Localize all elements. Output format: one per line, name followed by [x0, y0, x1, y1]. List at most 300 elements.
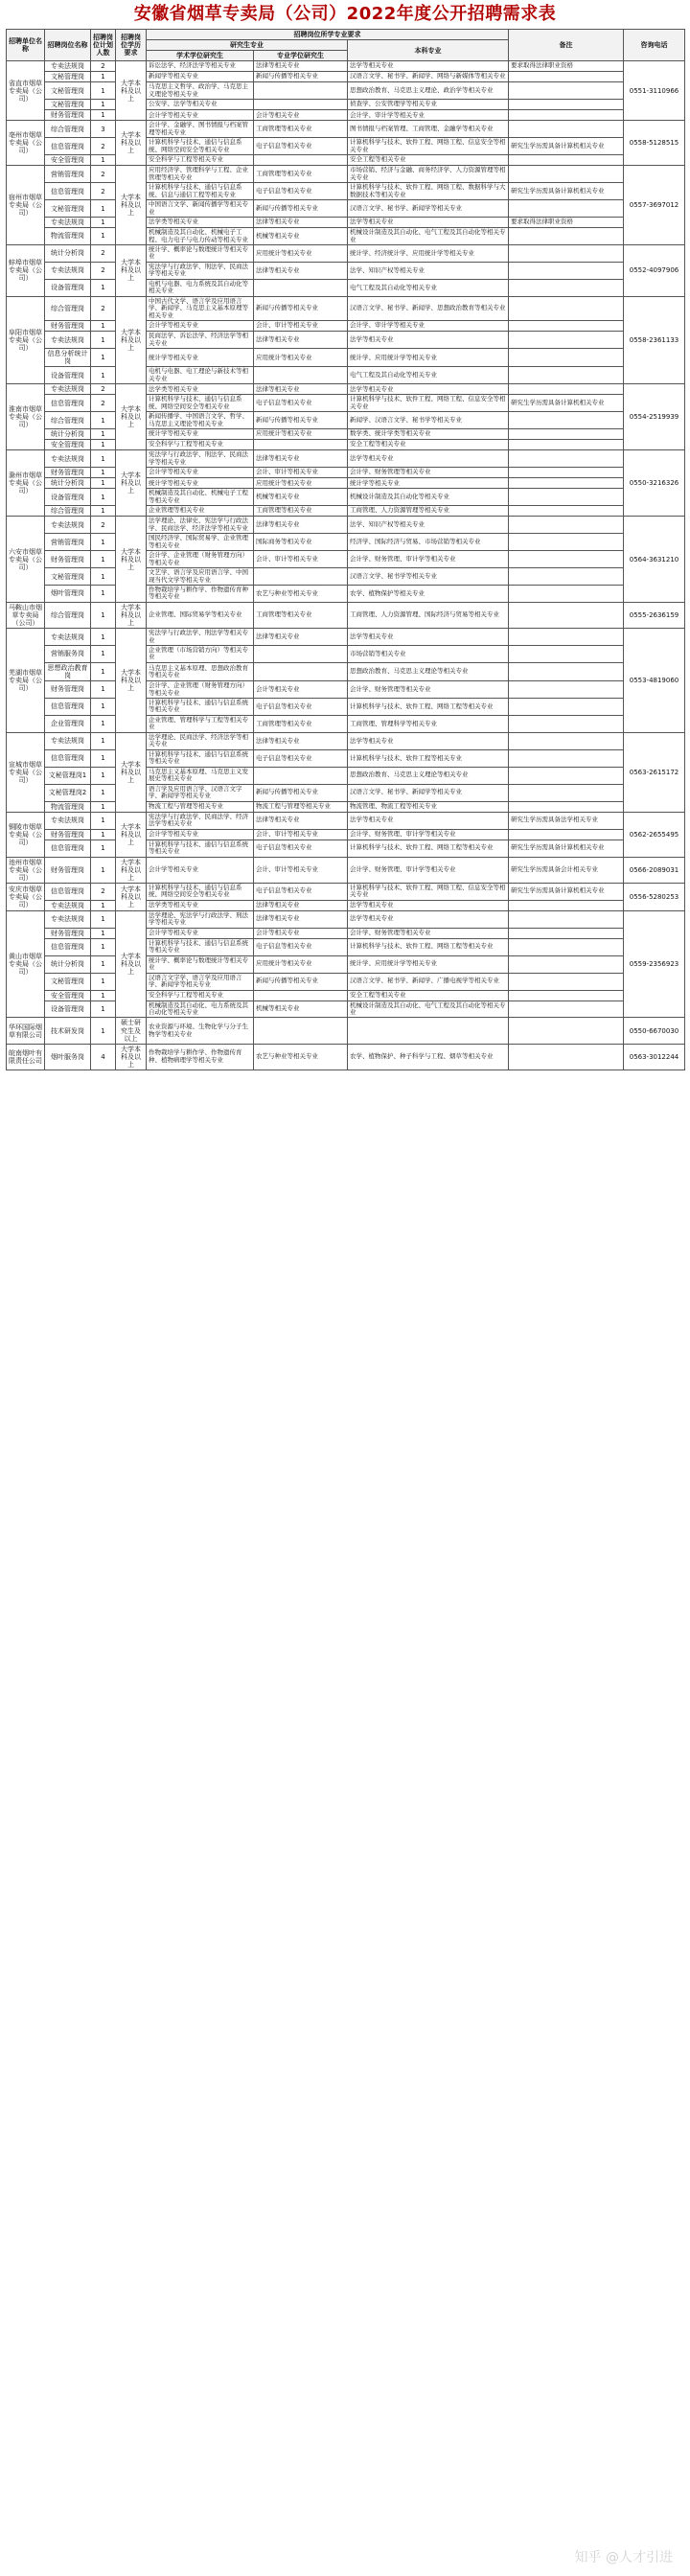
table-row — [7, 218, 685, 228]
academic-major-cell: 企业管理等相关专业 — [147, 506, 254, 517]
position-cell: 信息管理岗 — [45, 138, 91, 155]
table-row — [7, 367, 685, 384]
phone-cell: 0558-5128515 — [624, 121, 685, 166]
undergrad-major-cell: 法学等相关专业 — [348, 732, 509, 749]
table-row — [7, 489, 685, 506]
professional-major-cell: 新闻与传播等相关专业 — [254, 200, 348, 218]
professional-major-cell: 法律等相关专业 — [254, 218, 348, 228]
position-cell: 企业管理岗 — [45, 715, 91, 732]
count-cell: 1 — [91, 990, 116, 1000]
count-cell: 1 — [91, 829, 116, 840]
note-cell — [509, 938, 624, 955]
phone-cell: 0566-2089031 — [624, 857, 685, 883]
professional-major-cell: 电子信息等相关专业 — [254, 883, 348, 900]
position-cell: 信息管理岗 — [45, 938, 91, 955]
professional-major-cell: 法律等相关专业 — [254, 517, 348, 534]
table-row — [7, 629, 685, 646]
count-cell: 1 — [91, 857, 116, 883]
academic-major-cell: 统计学等相关专业 — [147, 349, 254, 367]
education-cell: 大学本科及以上 — [116, 883, 147, 910]
note-cell — [509, 121, 624, 138]
position-cell: 统计分析岗 — [45, 429, 91, 440]
undergrad-major-cell: 会计学、审计学等相关专业 — [348, 110, 509, 121]
academic-major-cell: 机械制造及其自动化、机械电子工程等相关专业 — [147, 489, 254, 506]
professional-major-cell: 电子信息等相关专业 — [254, 840, 348, 857]
academic-major-cell: 计算机科学与技术、通信与信息系统等相关专业 — [147, 698, 254, 715]
note-cell: 研究生学历需具备会计相关专业 — [509, 857, 624, 883]
note-cell — [509, 767, 624, 784]
table-row — [7, 938, 685, 955]
table-row — [7, 321, 685, 332]
count-cell: 1 — [91, 534, 116, 551]
note-cell: 研究生学历需具备计算机相关专业 — [509, 840, 624, 857]
professional-major-cell: 新闻与传播等相关专业 — [254, 296, 348, 320]
position-cell: 统计分析岗 — [45, 955, 91, 973]
academic-major-cell: 安全科学与工程等相关专业 — [147, 155, 254, 166]
position-cell: 财务管理岗 — [45, 857, 91, 883]
table-row — [7, 1044, 685, 1070]
academic-major-cell: 公安学、法学等相关专业 — [147, 100, 254, 110]
table-row — [7, 840, 685, 857]
table-row — [7, 681, 685, 699]
professional-major-cell: 工商管理等相关专业 — [254, 506, 348, 517]
undergrad-major-cell: 统计学、应用统计学等相关专业 — [348, 955, 509, 973]
undergrad-major-cell: 计算机科学与技术、软件工程、网络工程等相关专业 — [348, 840, 509, 857]
unit-name-cell: 亳州市烟草专卖局（公司） — [7, 121, 45, 166]
note-cell — [509, 551, 624, 568]
table-row — [7, 910, 685, 928]
table-row — [7, 586, 685, 603]
undergrad-major-cell: 汉语言文学、秘书学、新闻学、网络与新媒体等相关专业 — [348, 72, 509, 82]
education-cell: 硕士研究生及以上 — [116, 1018, 147, 1044]
undergrad-major-cell: 电气工程及其自动化等相关专业 — [348, 279, 509, 296]
academic-major-cell: 企业管理、管理科学与工程等相关专业 — [147, 715, 254, 732]
count-cell: 2 — [91, 166, 116, 183]
academic-major-cell: 文艺学、语言学及应用语言学、中国现当代文学等相关专业 — [147, 568, 254, 586]
professional-major-cell: 电子信息等相关专业 — [254, 938, 348, 955]
watermark: 知乎 @人才引进 — [574, 2550, 673, 2565]
academic-major-cell: 宪法学与行政法学、刑法学等相关专业 — [147, 629, 254, 646]
header-undergraduate: 本科专业 — [348, 40, 509, 61]
table-row — [7, 715, 685, 732]
academic-major-cell: 宪法学与行政法学、刑法学、民商法学等相关专业 — [147, 450, 254, 468]
table-row — [7, 384, 685, 395]
position-cell: 安全管理岗 — [45, 990, 91, 1000]
undergrad-major-cell: 汉语言文学、秘书学、新闻学等相关专业 — [348, 200, 509, 218]
count-cell: 1 — [91, 784, 116, 801]
note-cell — [509, 900, 624, 910]
education-cell: 大学本科及以上 — [116, 857, 147, 883]
education-cell: 大学本科及以上 — [116, 384, 147, 450]
table-row — [7, 506, 685, 517]
table-row — [7, 602, 685, 628]
position-cell: 财务管理岗 — [45, 551, 91, 568]
position-cell: 物流管理岗 — [45, 801, 91, 812]
professional-major-cell: 会计、审计等相关专业 — [254, 321, 348, 332]
undergrad-major-cell: 统计学、经济统计学、应用统计学等相关专业 — [348, 244, 509, 262]
professional-major-cell: 会计、审计等相关专业 — [254, 551, 348, 568]
academic-major-cell: 马克思主义基本原理、思想政治教育等相关专业 — [147, 662, 254, 680]
note-cell — [509, 732, 624, 749]
unit-name-cell: 池州市烟草专卖局（公司） — [7, 857, 45, 883]
position-cell: 文秘管理岗 — [45, 568, 91, 586]
academic-major-cell: 马克思主义哲学、政治学、马克思主义理论等相关专业 — [147, 82, 254, 100]
education-cell: 大学本科及以上 — [116, 296, 147, 383]
academic-major-cell: 会计学、企业管理（财务管理方向）等相关专业 — [147, 681, 254, 699]
undergrad-major-cell: 新闻学、汉语言文学、秘书学等相关专业 — [348, 412, 509, 429]
position-cell: 营销管理岗 — [45, 534, 91, 551]
note-cell — [509, 244, 624, 262]
academic-major-cell: 会计学等相关专业 — [147, 829, 254, 840]
unit-name-cell: 宣城市烟草专卖局（公司） — [7, 732, 45, 812]
table-row — [7, 767, 685, 784]
undergrad-major-cell: 机械设计制造及其自动化、电气工程及其自动化等相关专业 — [348, 1000, 509, 1018]
position-cell: 财务管理岗 — [45, 681, 91, 699]
table-row — [7, 900, 685, 910]
position-cell: 综合管理岗 — [45, 506, 91, 517]
header-graduate: 研究生专业 — [147, 40, 348, 51]
position-cell: 营销管理岗 — [45, 166, 91, 183]
undergrad-major-cell: 物流管理、物流工程等相关专业 — [348, 801, 509, 812]
undergrad-major-cell — [348, 1018, 509, 1044]
count-cell: 1 — [91, 715, 116, 732]
phone-cell: 0563-2615172 — [624, 732, 685, 812]
undergrad-major-cell: 会计学、财务管理、审计学等相关专业 — [348, 857, 509, 883]
undergrad-major-cell: 汉语言文学、秘书学、新闻学、广播电视学等相关专业 — [348, 973, 509, 990]
professional-major-cell: 工商管理等相关专业 — [254, 166, 348, 183]
count-cell: 1 — [91, 218, 116, 228]
table-row — [7, 440, 685, 450]
academic-major-cell: 民商法学、诉讼法学、经济法学等相关专业 — [147, 332, 254, 349]
professional-major-cell: 机械等相关专业 — [254, 228, 348, 245]
undergrad-major-cell: 法学等相关专业 — [348, 450, 509, 468]
undergrad-major-cell: 法学等相关专业 — [348, 812, 509, 829]
undergrad-major-cell: 安全工程等相关专业 — [348, 990, 509, 1000]
count-cell: 1 — [91, 200, 116, 218]
position-cell: 财务管理岗 — [45, 928, 91, 938]
position-cell: 综合管理岗 — [45, 412, 91, 429]
phone-cell: 0563-3012244 — [624, 1044, 685, 1070]
note-cell — [509, 928, 624, 938]
note-cell — [509, 166, 624, 183]
note-cell — [509, 646, 624, 663]
count-cell: 1 — [91, 468, 116, 478]
table-row — [7, 534, 685, 551]
academic-major-cell: 机械制造及其自动化、机械电子工程、电力电子与电力传动等相关专业 — [147, 228, 254, 245]
table-row — [7, 395, 685, 412]
undergrad-major-cell: 机械设计制造及其自动化等相关专业 — [348, 489, 509, 506]
professional-major-cell — [254, 100, 348, 110]
table-row — [7, 244, 685, 262]
academic-major-cell: 宪法学与行政法学、刑法学、民商法学等相关专业 — [147, 262, 254, 279]
count-cell: 3 — [91, 121, 116, 138]
count-cell: 1 — [91, 681, 116, 699]
position-cell: 综合管理岗 — [45, 121, 91, 138]
academic-major-cell: 安全科学与工程等相关专业 — [147, 990, 254, 1000]
undergrad-major-cell: 思想政治教育、马克思主义理论等相关专业 — [348, 662, 509, 680]
phone-cell: 0557-3697012 — [624, 166, 685, 245]
professional-major-cell — [254, 367, 348, 384]
professional-major-cell: 电子信息等相关专业 — [254, 749, 348, 767]
note-cell: 研究生学历需具备计算机相关专业 — [509, 883, 624, 900]
academic-major-cell: 会计学、金融学、图书情报与档案管理等相关专业 — [147, 121, 254, 138]
table-row — [7, 100, 685, 110]
count-cell: 1 — [91, 367, 116, 384]
table-row — [7, 183, 685, 200]
count-cell: 1 — [91, 100, 116, 110]
table-row — [7, 166, 685, 183]
count-cell: 1 — [91, 228, 116, 245]
table-row — [7, 749, 685, 767]
note-cell — [509, 110, 624, 121]
table-row — [7, 973, 685, 990]
note-cell — [509, 296, 624, 320]
position-cell: 设备管理岗 — [45, 279, 91, 296]
undergrad-major-cell: 计算机科学与技术、软件工程、网络工程等相关专业 — [348, 938, 509, 955]
note-cell — [509, 384, 624, 395]
academic-major-cell: 计算机科学与技术、通信与信息系统等相关专业 — [147, 938, 254, 955]
note-cell — [509, 1044, 624, 1070]
count-cell: 2 — [91, 138, 116, 155]
count-cell: 2 — [91, 244, 116, 262]
note-cell — [509, 749, 624, 767]
count-cell: 1 — [91, 568, 116, 586]
undergrad-major-cell: 数学类、统计学类等相关专业 — [348, 429, 509, 440]
header-education: 招聘岗位学历要求 — [116, 30, 147, 61]
academic-major-cell: 计算机科学与技术、通信与信息系统等相关专业 — [147, 749, 254, 767]
position-cell: 信息管理岗 — [45, 183, 91, 200]
table-row — [7, 412, 685, 429]
professional-major-cell: 物流工程与管理等相关专业 — [254, 801, 348, 812]
table-row — [7, 478, 685, 489]
professional-major-cell — [254, 440, 348, 450]
table-row — [7, 517, 685, 534]
table-row — [7, 646, 685, 663]
professional-major-cell: 应用统计等相关专业 — [254, 349, 348, 367]
academic-major-cell: 安全科学与工程等相关专业 — [147, 440, 254, 450]
phone-cell: 0559-2356923 — [624, 910, 685, 1018]
count-cell: 1 — [91, 429, 116, 440]
position-cell: 信息管理岗 — [45, 395, 91, 412]
professional-major-cell: 法律等相关专业 — [254, 332, 348, 349]
position-cell: 物流管理岗 — [45, 228, 91, 245]
undergrad-major-cell: 会计学、财务管理、审计学等相关专业 — [348, 829, 509, 840]
professional-major-cell: 国际商务等相关专业 — [254, 534, 348, 551]
note-cell — [509, 367, 624, 384]
unit-name-cell: 黄山市烟草专卖局（公司） — [7, 910, 45, 1018]
professional-major-cell: 新闻与传播等相关专业 — [254, 412, 348, 429]
unit-name-cell: 阜阳市烟草专卖局（公司） — [7, 296, 45, 383]
table-row — [7, 829, 685, 840]
unit-name-cell: 华环国际烟草有限公司 — [7, 1018, 45, 1044]
count-cell: 1 — [91, 506, 116, 517]
count-cell: 1 — [91, 412, 116, 429]
undergrad-major-cell: 思想政治教育、马克思主义理论等相关专业 — [348, 767, 509, 784]
count-cell: 1 — [91, 900, 116, 910]
phone-cell: 0550-6670030 — [624, 1018, 685, 1044]
count-cell: 2 — [91, 296, 116, 320]
position-cell: 文秘管理岗 — [45, 973, 91, 990]
position-cell: 专卖法规岗 — [45, 332, 91, 349]
phone-cell: 0553-4819060 — [624, 629, 685, 733]
undergrad-major-cell: 法学等相关专业 — [348, 332, 509, 349]
note-cell — [509, 155, 624, 166]
position-cell: 设备管理岗 — [45, 489, 91, 506]
unit-name-cell: 皖南烟叶有限责任公司 — [7, 1044, 45, 1070]
note-cell — [509, 506, 624, 517]
count-cell: 1 — [91, 279, 116, 296]
undergrad-major-cell: 工商管理、人力资源管理等相关专业 — [348, 506, 509, 517]
professional-major-cell — [254, 279, 348, 296]
undergrad-major-cell: 法学、知识产权等相关专业 — [348, 262, 509, 279]
academic-major-cell: 企业管理（市场营销方向）等相关专业 — [147, 646, 254, 663]
undergrad-major-cell: 安全工程等相关专业 — [348, 440, 509, 450]
position-cell: 文秘管理岗 — [45, 100, 91, 110]
undergrad-major-cell: 法学等相关专业 — [348, 61, 509, 72]
education-cell: 大学本科及以上 — [116, 812, 147, 857]
undergrad-major-cell: 安全工程等相关专业 — [348, 155, 509, 166]
header-phone: 咨询电话 — [624, 30, 685, 61]
note-cell — [509, 429, 624, 440]
position-cell: 财务管理岗 — [45, 321, 91, 332]
professional-major-cell: 会计等相关专业 — [254, 681, 348, 699]
phone-cell: 0551-3110966 — [624, 61, 685, 121]
phone-cell: 0554-2519939 — [624, 384, 685, 450]
academic-major-cell: 会计学等相关专业 — [147, 468, 254, 478]
position-cell: 信息管理岗 — [45, 698, 91, 715]
count-cell: 1 — [91, 662, 116, 680]
count-cell: 2 — [91, 517, 116, 534]
professional-major-cell: 法律等相关专业 — [254, 732, 348, 749]
note-cell — [509, 450, 624, 468]
position-cell: 专卖法规岗 — [45, 517, 91, 534]
note-cell: 研究生学历需具备计算机相关专业 — [509, 395, 624, 412]
note-cell — [509, 681, 624, 699]
academic-major-cell: 统计学、概率论与数理统计等相关专业 — [147, 955, 254, 973]
table-row — [7, 551, 685, 568]
academic-major-cell: 统计学等相关专业 — [147, 429, 254, 440]
table-row — [7, 698, 685, 715]
professional-major-cell: 会计、审计等相关专业 — [254, 468, 348, 478]
education-cell: 大学本科及以上 — [116, 602, 147, 628]
unit-name-cell: 滁州市烟草专卖局（公司） — [7, 450, 45, 517]
undergrad-major-cell: 法学等相关专业 — [348, 900, 509, 910]
note-cell — [509, 72, 624, 82]
phone-cell: 0562-2655495 — [624, 812, 685, 857]
count-cell: 2 — [91, 395, 116, 412]
undergrad-major-cell: 法学等相关专业 — [348, 629, 509, 646]
phone-cell: 0555-2636159 — [624, 602, 685, 628]
count-cell: 1 — [91, 938, 116, 955]
table-body — [7, 61, 685, 1070]
table-row — [7, 121, 685, 138]
academic-major-cell: 作物栽培学与耕作学、作物遗传育种等相关专业 — [147, 586, 254, 603]
table-row — [7, 72, 685, 82]
professional-major-cell: 会计、审计等相关专业 — [254, 857, 348, 883]
count-cell: 1 — [91, 332, 116, 349]
academic-major-cell: 会计学、企业管理（财务管理方向）等相关专业 — [147, 551, 254, 568]
position-cell: 思想政治教育岗 — [45, 662, 91, 680]
note-cell — [509, 801, 624, 812]
professional-major-cell — [254, 767, 348, 784]
professional-major-cell: 法律等相关专业 — [254, 910, 348, 928]
note-cell — [509, 829, 624, 840]
phone-cell: 0552-4097906 — [624, 244, 685, 296]
note-cell — [509, 517, 624, 534]
count-cell: 1 — [91, 767, 116, 784]
undergrad-major-cell: 市场营销、经济与金融、商务经济学、人力资源管理等相关专业 — [348, 166, 509, 183]
professional-major-cell: 机械等相关专业 — [254, 1000, 348, 1018]
position-cell: 信息管理岗 — [45, 840, 91, 857]
note-cell — [509, 784, 624, 801]
professional-major-cell: 农艺与种业等相关专业 — [254, 1044, 348, 1070]
count-cell: 1 — [91, 1000, 116, 1018]
position-cell: 烟叶服务岗 — [45, 1044, 91, 1070]
note-cell: 要求取得法律职业资格 — [509, 61, 624, 72]
professional-major-cell: 会计等相关专业 — [254, 110, 348, 121]
undergrad-major-cell: 汉语言文学、秘书学、新闻学等相关专业 — [348, 784, 509, 801]
undergrad-major-cell: 市场营销等相关专业 — [348, 646, 509, 663]
position-cell: 烟叶管理岗 — [45, 586, 91, 603]
header-note: 备注 — [509, 30, 624, 61]
table-header — [7, 30, 685, 61]
unit-name-cell: 安庆市烟草专卖局（公司） — [7, 883, 45, 910]
academic-major-cell: 会计学等相关专业 — [147, 110, 254, 121]
position-cell: 专卖法规岗 — [45, 732, 91, 749]
note-cell — [509, 534, 624, 551]
academic-major-cell: 宪法学与行政法学、民商法学、经济法学等相关专业 — [147, 812, 254, 829]
academic-major-cell: 企业管理、国际贸易学等相关专业 — [147, 602, 254, 628]
education-cell: 大学本科及以上 — [116, 61, 147, 121]
table-row — [7, 801, 685, 812]
table-row — [7, 928, 685, 938]
unit-name-cell: 六安市烟草专卖局（公司） — [7, 517, 45, 603]
undergrad-major-cell: 机械设计制造及其自动化、电气工程及其自动化等相关专业 — [348, 228, 509, 245]
position-cell: 安全管理岗 — [45, 440, 91, 450]
position-cell: 信息管理岗 — [45, 749, 91, 767]
professional-major-cell: 机械等相关专业 — [254, 489, 348, 506]
undergrad-major-cell: 经济学、国际经济与贸易、市场营销等相关专业 — [348, 534, 509, 551]
position-cell: 统计分析岗 — [45, 244, 91, 262]
header-count: 招聘岗位计划人数 — [91, 30, 116, 61]
position-cell: 财务管理岗 — [45, 110, 91, 121]
note-cell — [509, 910, 624, 928]
undergrad-major-cell: 汉语言文学、秘书学等相关专业 — [348, 568, 509, 586]
undergrad-major-cell: 统计学、应用统计学等相关专业 — [348, 349, 509, 367]
professional-major-cell: 新闻与传播等相关专业 — [254, 784, 348, 801]
note-cell — [509, 349, 624, 367]
undergrad-major-cell: 计算机科学与技术、软件工程、网络工程、数据科学与大数据技术等相关专业 — [348, 183, 509, 200]
professional-major-cell: 工商管理等相关专业 — [254, 121, 348, 138]
note-cell — [509, 629, 624, 646]
count-cell: 1 — [91, 910, 116, 928]
academic-major-cell: 诉讼法学、经济法学等相关专业 — [147, 61, 254, 72]
table-row — [7, 228, 685, 245]
undergrad-major-cell: 农学、植物保护、种子科学与工程、烟草等相关专业 — [348, 1044, 509, 1070]
position-cell: 设备管理岗 — [45, 367, 91, 384]
professional-major-cell: 法律等相关专业 — [254, 900, 348, 910]
position-cell: 专卖法规岗 — [45, 384, 91, 395]
unit-name-cell: 宿州市烟草专卖局（公司） — [7, 166, 45, 245]
undergrad-major-cell: 计算机科学与技术、软件工程、网络工程等相关专业 — [348, 698, 509, 715]
count-cell: 2 — [91, 883, 116, 900]
undergrad-major-cell: 计算机科学与技术、软件工程、网络工程、信息安全等相关专业 — [348, 395, 509, 412]
academic-major-cell: 法学类等相关专业 — [147, 384, 254, 395]
count-cell: 1 — [91, 551, 116, 568]
academic-major-cell: 统计学等相关专业 — [147, 478, 254, 489]
academic-major-cell: 电机与电器、电力系统及其自动化等相关专业 — [147, 279, 254, 296]
academic-major-cell: 电机与电器、电工理论与新技术等相关专业 — [147, 367, 254, 384]
